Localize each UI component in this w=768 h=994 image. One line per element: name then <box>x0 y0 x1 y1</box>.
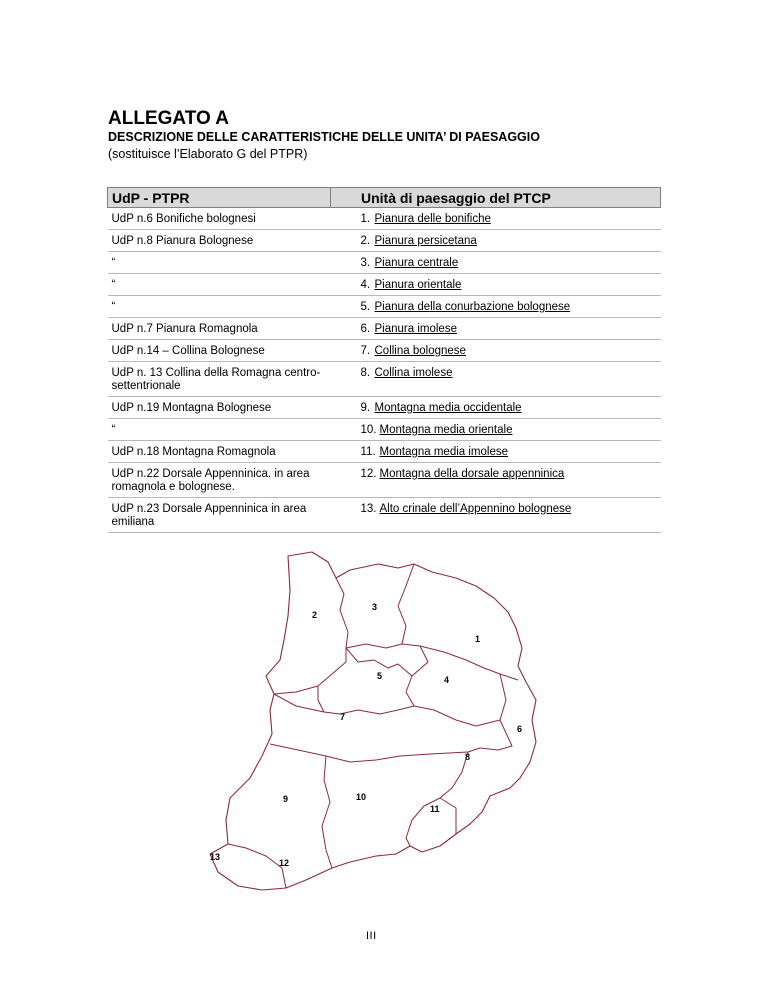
unit-number: 4. <box>360 279 371 291</box>
zone-label-9: 9 <box>283 794 289 804</box>
unita-ptcp-cell <box>331 498 661 533</box>
table-row <box>108 230 661 252</box>
page-number: III <box>366 930 377 942</box>
col-header-unita-ptcp: Unità di paesaggio del PTCP <box>331 188 661 208</box>
unita-ptcp-cell <box>331 252 661 274</box>
table-row <box>108 498 661 533</box>
unit-link[interactable]: Pianura delle bonifiche <box>374 213 491 225</box>
udp-ptpr-cell: UdP n.14 – Collina Bolognese <box>108 340 331 362</box>
table-row <box>108 340 661 362</box>
unit-number: 6. <box>360 323 371 335</box>
udp-ptpr-cell: UdP n.23 Dorsale Appenninica in area emiliana <box>108 498 331 533</box>
zone-label-4: 4 <box>444 675 450 685</box>
document-subtitle: DESCRIZIONE DELLE CARATTERISTICHE DELLE UNITA’ DI PAESAGGIO <box>108 130 540 144</box>
unit-link[interactable]: Pianura orientale <box>374 279 462 291</box>
unit-link[interactable]: Pianura persicetana <box>374 235 477 247</box>
unit-number: 1. <box>360 213 371 225</box>
table-row <box>108 419 661 441</box>
table-row <box>108 252 661 274</box>
unita-ptcp-cell <box>331 441 661 463</box>
unit-number: 8. <box>360 367 371 379</box>
table-row <box>108 463 661 498</box>
unit-number: 5. <box>360 301 371 313</box>
unit-link[interactable]: Pianura della conurbazione bolognese <box>374 301 571 313</box>
unit-number: 9. <box>360 402 371 414</box>
zone-label-7: 7 <box>340 712 346 722</box>
unit-link[interactable]: Montagna media occidentale <box>374 402 522 414</box>
unita-ptcp-cell <box>331 318 661 340</box>
table-row <box>108 274 661 296</box>
udp-ptpr-cell: “ <box>108 274 331 296</box>
unit-link[interactable]: Collina imolese <box>374 367 453 379</box>
col-header-udp-ptpr: UdP - PTPR <box>108 188 331 208</box>
table-row <box>108 441 661 463</box>
zone-label-11: 11 <box>430 804 440 814</box>
document-note: (sostituisce l’Elaborato G del PTPR) <box>108 147 308 161</box>
table-row <box>108 362 661 397</box>
zone-label-1: 1 <box>475 634 481 644</box>
udp-ptpr-cell: UdP n.22 Dorsale Appenninica. in area romagnola e bolognese. <box>108 463 331 498</box>
unita-ptcp-cell <box>331 362 661 397</box>
landscape-units-map <box>200 550 540 895</box>
unit-number: 11. <box>360 446 376 458</box>
unit-link[interactable]: Collina bolognese <box>374 345 466 357</box>
unita-ptcp-cell <box>331 463 661 498</box>
unita-ptcp-cell <box>331 419 661 441</box>
udp-ptpr-cell: UdP n.6 Bonifiche bolognesi <box>108 208 331 230</box>
unit-number: 10. <box>360 424 377 436</box>
unita-ptcp-cell <box>331 397 661 419</box>
zone-label-12: 12 <box>279 858 290 868</box>
udp-table <box>107 187 661 533</box>
zone-label-13: 13 <box>210 852 221 862</box>
unit-number: 3. <box>360 257 371 269</box>
unita-ptcp-cell <box>331 230 661 252</box>
table-header-row <box>108 188 661 208</box>
unit-link[interactable]: Montagna media orientale <box>379 424 513 436</box>
unit-number: 2. <box>360 235 371 247</box>
unita-ptcp-cell <box>331 296 661 318</box>
zone-label-6: 6 <box>517 724 523 734</box>
zone-label-8: 8 <box>465 752 471 762</box>
unit-link[interactable]: Pianura imolese <box>374 323 457 335</box>
udp-ptpr-cell: “ <box>108 296 331 318</box>
unita-ptcp-cell <box>331 340 661 362</box>
unit-number: 13. <box>360 503 377 515</box>
table-row <box>108 208 661 230</box>
unita-ptcp-cell <box>331 274 661 296</box>
table-row <box>108 296 661 318</box>
unita-ptcp-cell <box>331 208 661 230</box>
udp-ptpr-cell: UdP n.7 Pianura Romagnola <box>108 318 331 340</box>
unit-link[interactable]: Montagna media imolese <box>379 446 508 458</box>
table-row <box>108 397 661 419</box>
udp-ptpr-cell: UdP n.8 Pianura Bolognese <box>108 230 331 252</box>
unit-number: 7. <box>360 345 371 357</box>
udp-ptpr-cell: UdP n.18 Montagna Romagnola <box>108 441 331 463</box>
zone-label-2: 2 <box>312 610 318 620</box>
document-title: ALLEGATO A <box>108 108 230 129</box>
udp-ptpr-cell: “ <box>108 252 331 274</box>
table-row <box>108 318 661 340</box>
unit-number: 12. <box>360 468 377 480</box>
zone-label-10: 10 <box>356 792 367 802</box>
udp-ptpr-cell: “ <box>108 419 331 441</box>
unit-link[interactable]: Alto crinale dell’Appennino bolognese <box>379 503 572 515</box>
zone-label-3: 3 <box>372 602 378 612</box>
udp-ptpr-cell: UdP n. 13 Collina della Romagna centro-settentrionale <box>108 362 331 397</box>
udp-ptpr-cell: UdP n.19 Montagna Bolognese <box>108 397 331 419</box>
unit-link[interactable]: Pianura centrale <box>374 257 459 269</box>
unit-link[interactable]: Montagna della dorsale appenninica <box>379 468 565 480</box>
zone-label-5: 5 <box>377 671 383 681</box>
